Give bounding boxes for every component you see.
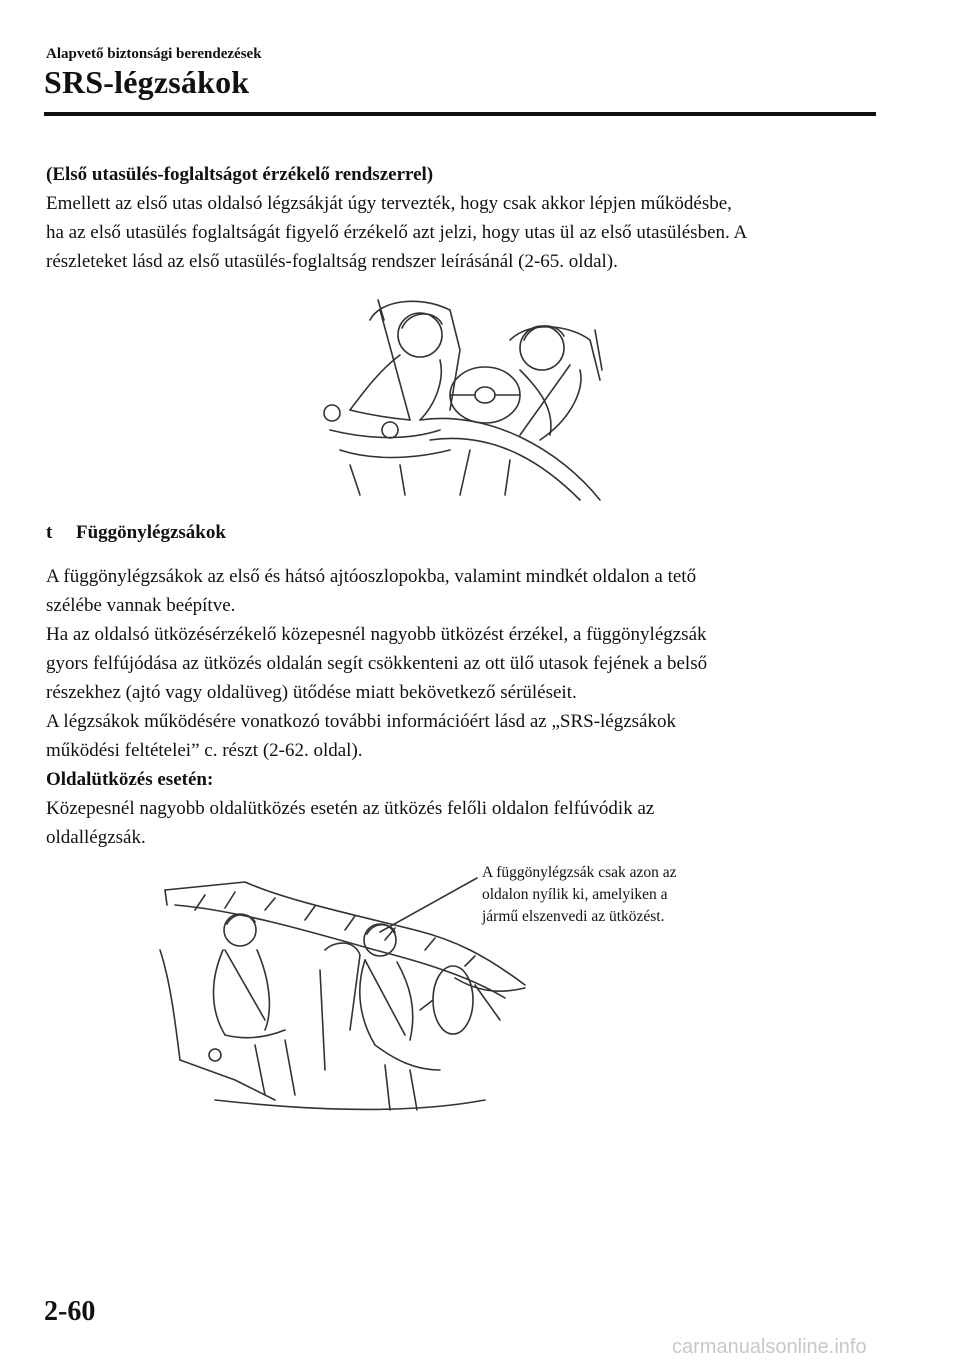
curtain-line: Ha az oldalsó ütközésérzékelő közepesnél nagyobb ütközést érzékel, a függönylégzsák [46, 624, 707, 645]
side-impact-line: Közepesnél nagyobb oldalütközés esetén az ütközés felőli oldalon felfúvódik az [46, 798, 655, 819]
curtain-line: gyors felfújódása az ütközés oldalán segít csökkenteni az ott ülő utasok fejének a belső [46, 653, 708, 674]
page-title: SRS-légzsákok [44, 64, 250, 100]
intro-block [46, 160, 886, 276]
intro-heading: (Első utasülés-foglaltságot érzékelő rendszerrel) [46, 164, 434, 185]
callout-line: A függönylégzsák csak azon az [482, 864, 677, 881]
intro-line: ha az első utasülés foglaltságát figyelő érzékelő azt jelzi, hogy utas ül az első utasülésben. A [46, 222, 748, 243]
curtain-heading-text: Függönylégzsákok [76, 522, 226, 543]
page-number: 2-60 [44, 1296, 96, 1327]
watermark: carmanualsonline.info [672, 1336, 867, 1358]
curtain-block [46, 562, 886, 852]
curtain-line: A légzsákok működésére vonatkozó további információért lásd az „SRS-légzsákok [46, 711, 676, 732]
side-impact-line: oldallégzsák. [46, 827, 146, 848]
section-marker-icon: t [46, 522, 53, 543]
curtain-airbag-illustration [155, 870, 540, 1120]
title-divider [44, 112, 876, 116]
intro-line: Emellett az első utas oldalsó légzsákját úgy tervezték, hogy csak akkor lépjen működésbe, [46, 193, 732, 214]
curtain-line: részekhez (ajtó vagy oldalüveg) ütődése miatt bekövetkező sérüléseit. [46, 682, 577, 703]
curtain-line: működési feltételei” c. részt (2-62. oldal). [46, 740, 363, 761]
side-impact-heading: Oldalütközés esetén: [46, 769, 214, 790]
callout-line: jármű elszenvedi az ütközést. [482, 908, 665, 925]
intro-line: részleteket lásd az első utasülés-foglaltság rendszer leírásánál (2-65. oldal). [46, 251, 618, 272]
seated-occupants-illustration [310, 290, 620, 505]
curtain-line: A függönylégzsákok az első és hátsó ajtóoszlopokba, valamint mindkét oldalon a tető [46, 566, 697, 587]
curtain-line: szélébe vannak beépítve. [46, 595, 236, 616]
curtain-airbag-heading [46, 522, 226, 544]
section-title: Alapvető biztonsági berendezések [46, 46, 262, 62]
callout-line: oldalon nyílik ki, amelyiken a [482, 886, 668, 903]
